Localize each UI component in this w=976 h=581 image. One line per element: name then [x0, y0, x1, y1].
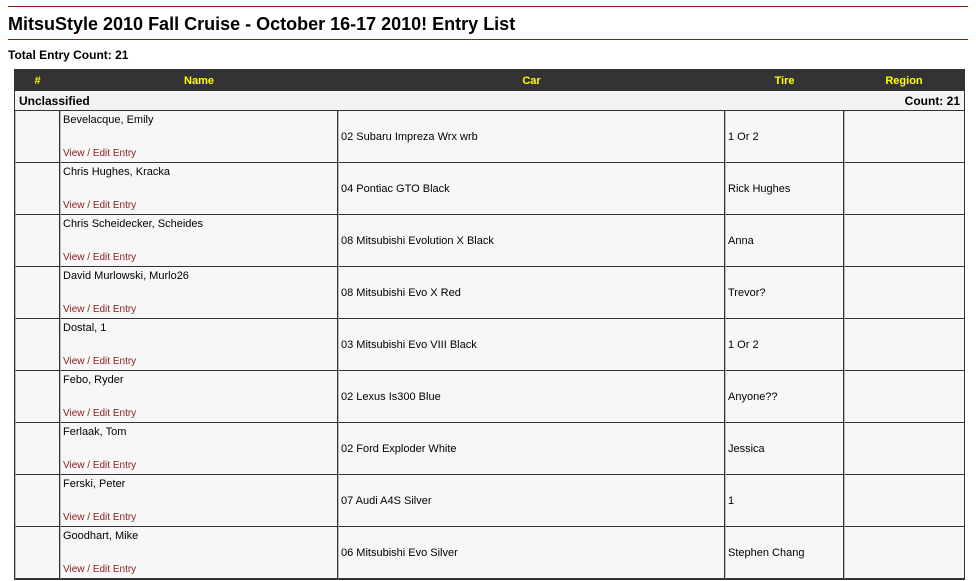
entrant-name: Febo, Ryder [63, 374, 124, 386]
view-edit-entry-link[interactable]: View / Edit Entry [63, 200, 137, 211]
cell-number [15, 111, 60, 163]
total-entry-count: Total Entry Count: 21 [8, 48, 129, 62]
entrant-name: Chris Scheidecker, Scheides [63, 218, 204, 230]
group-count: Count: 21 [904, 93, 960, 108]
entrant-name: Bevelacque, Emily [63, 114, 154, 126]
cell-name [60, 527, 338, 579]
group-cell [15, 91, 964, 111]
entrant-name: Chris Hughes, Kracka [63, 166, 170, 178]
cell-name [60, 215, 338, 267]
cell-tire: 1 [725, 475, 844, 527]
cell-tire: 1 Or 2 [725, 111, 844, 163]
table-row [15, 527, 964, 579]
entrant-name: Ferski, Peter [63, 478, 126, 490]
table-row [15, 267, 964, 319]
cell-region [844, 111, 964, 163]
cell-name [60, 319, 338, 371]
view-edit-entry-link[interactable]: View / Edit Entry [63, 304, 137, 315]
column-header-name[interactable]: Name [60, 70, 338, 91]
table-header-row [15, 70, 964, 91]
column-header-car[interactable]: Car [338, 70, 725, 91]
title-bar [8, 6, 968, 40]
cell-car: 07 Audi A4S Silver [338, 475, 725, 527]
cell-number [15, 527, 60, 579]
group-row [15, 91, 964, 111]
entrant-name: David Murlowski, Murlo26 [63, 270, 189, 282]
cell-tire: Rick Hughes [725, 163, 844, 215]
cell-tire: Trevor? [725, 267, 844, 319]
column-header-tire[interactable]: Tire [725, 70, 844, 91]
cell-region [844, 267, 964, 319]
cell-car: 03 Mitsubishi Evo VIII Black [338, 319, 725, 371]
view-edit-entry-link[interactable]: View / Edit Entry [63, 356, 137, 367]
entrant-name: Goodhart, Mike [63, 530, 139, 542]
cell-car: 02 Subaru Impreza Wrx wrb [338, 111, 725, 163]
cell-number [15, 319, 60, 371]
cell-name [60, 423, 338, 475]
cell-region [844, 423, 964, 475]
page-title: MitsuStyle 2010 Fall Cruise - October 16-17 2010! Entry List [8, 14, 516, 34]
entrant-name: Ferlaak, Tom [63, 426, 127, 438]
cell-number [15, 267, 60, 319]
cell-car: 06 Mitsubishi Evo Silver [338, 527, 725, 579]
cell-tire: Jessica [725, 423, 844, 475]
view-edit-entry-link[interactable]: View / Edit Entry [63, 460, 137, 471]
cell-tire: Stephen Chang [725, 527, 844, 579]
cell-tire: Anyone?? [725, 371, 844, 423]
cell-name [60, 371, 338, 423]
view-edit-entry-link[interactable]: View / Edit Entry [63, 148, 137, 159]
table-row [15, 371, 964, 423]
cell-number [15, 215, 60, 267]
table-row [15, 215, 964, 267]
cell-car: 02 Lexus Is300 Blue [338, 371, 725, 423]
cell-region [844, 475, 964, 527]
view-edit-entry-link[interactable]: View / Edit Entry [63, 252, 137, 263]
column-header-region[interactable]: Region [844, 70, 964, 91]
table-row [15, 475, 964, 527]
view-edit-entry-link[interactable]: View / Edit Entry [63, 408, 137, 419]
cell-name [60, 475, 338, 527]
cell-car: 02 Ford Exploder White [338, 423, 725, 475]
cell-region [844, 163, 964, 215]
cell-name [60, 111, 338, 163]
table-row [15, 319, 964, 371]
cell-number [15, 371, 60, 423]
cell-number [15, 163, 60, 215]
table-row [15, 423, 964, 475]
cell-number [15, 423, 60, 475]
cell-region [844, 527, 964, 579]
cell-tire: 1 Or 2 [725, 319, 844, 371]
cell-region [844, 319, 964, 371]
group-label: Unclassified [19, 93, 90, 108]
cell-number [15, 475, 60, 527]
table-row [15, 111, 964, 163]
entrant-name: Dostal, 1 [63, 322, 107, 334]
view-edit-entry-link[interactable]: View / Edit Entry [63, 512, 137, 523]
entry-table [14, 69, 965, 580]
cell-car: 04 Pontiac GTO Black [338, 163, 725, 215]
cell-name [60, 163, 338, 215]
cell-region [844, 371, 964, 423]
table-row [15, 163, 964, 215]
column-header-number[interactable]: # [15, 70, 60, 91]
cell-name [60, 267, 338, 319]
view-edit-entry-link[interactable]: View / Edit Entry [63, 564, 137, 575]
cell-region [844, 215, 964, 267]
cell-tire: Anna [725, 215, 844, 267]
cell-car: 08 Mitsubishi Evo X Red [338, 267, 725, 319]
cell-car: 08 Mitsubishi Evolution X Black [338, 215, 725, 267]
